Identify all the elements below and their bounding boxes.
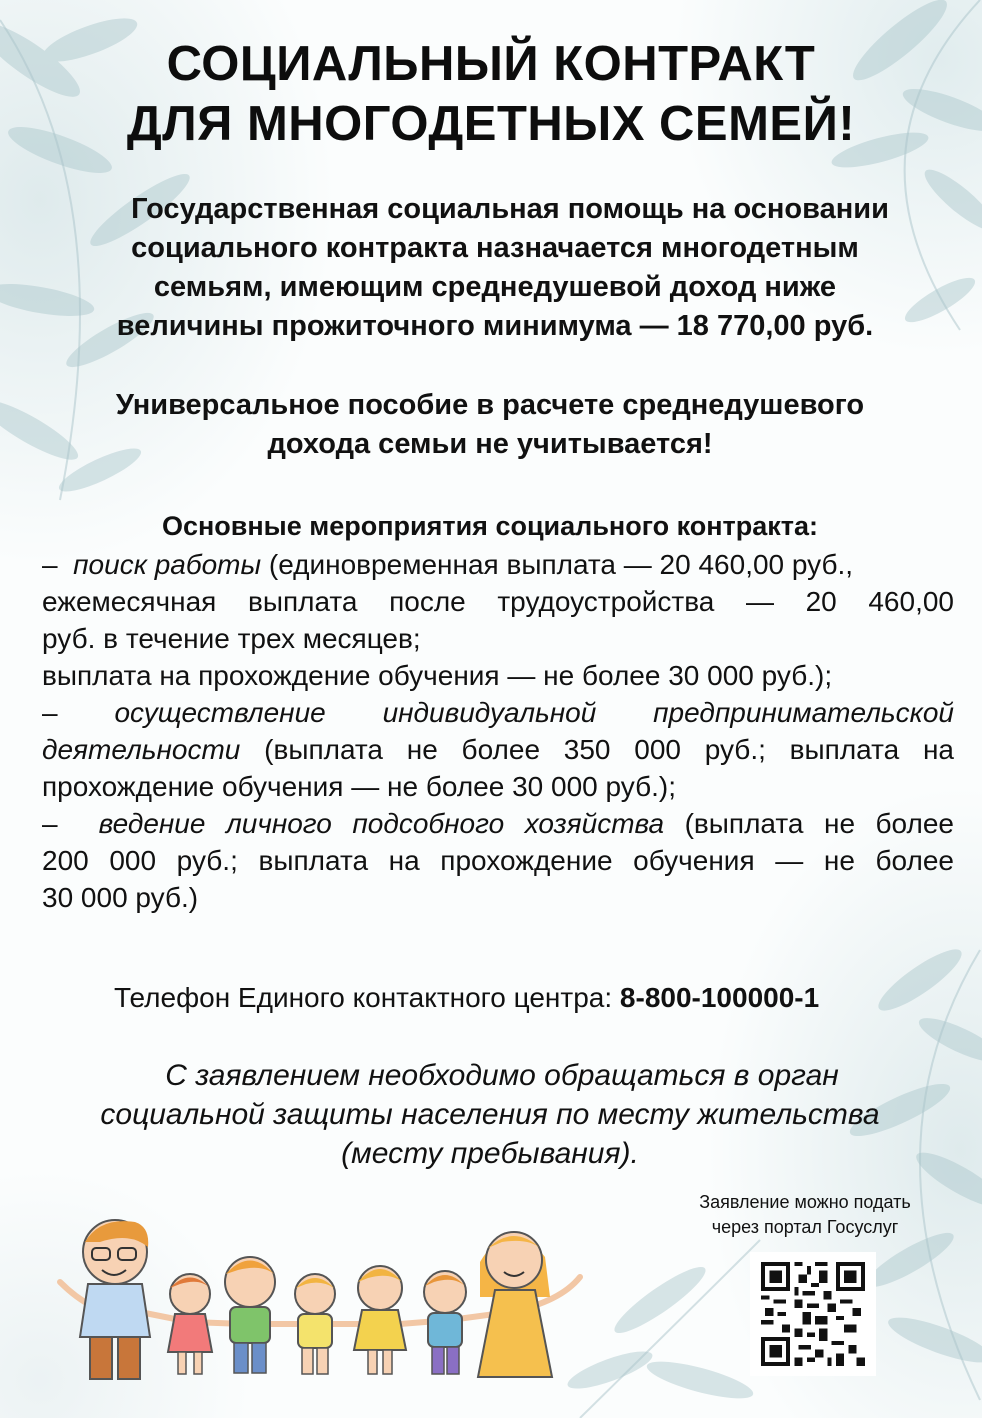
title-line-2: ДЛЯ МНОГОДЕТНЫХ СЕМЕЙ! <box>126 97 856 151</box>
measure-farming-name: ведение личного подсобного хозяйства <box>98 808 665 839</box>
measures-heading: Основные мероприятия социального контракта: <box>161 511 819 541</box>
child-figure-5 <box>424 1271 466 1374</box>
measure-business-name-1: осуществление индивидуальной предпринимательской <box>114 697 954 728</box>
intro-line-3: семьям, имеющим среднедушевой доход ниже <box>153 271 837 303</box>
measure-job-search-line-4: выплата на прохождение обучения — не более 30 000 руб.); <box>42 660 833 691</box>
list-dash: – <box>42 808 58 839</box>
measure-job-search-line-3: руб. в течение трех месяцев; <box>42 623 421 654</box>
intro-line-2: социального контракта назначается многодетным <box>131 232 859 264</box>
measure-business-line-3: прохождение обучения — не более 30 000 руб.); <box>42 771 676 802</box>
intro-paragraph <box>60 190 930 346</box>
measure-job-search-text-1: (единовременная выплата — 20 460,00 руб., <box>268 549 854 580</box>
apply-line-3: (месту пребывания). <box>341 1137 639 1170</box>
measure-farming-line-1 <box>42 805 954 842</box>
measure-farming-line-2: 200 000 руб.; выплата на прохождение обучения — не более <box>42 845 954 876</box>
measure-business-line-1 <box>42 694 954 731</box>
contact-label: Телефон Единого контактного центра: <box>114 982 613 1013</box>
intro-line-1: Государственная социальная помощь на основании <box>131 193 889 225</box>
measure-business-text-2: (выплата не более 350 000 руб.; выплата на <box>264 734 954 765</box>
child-figure-2 <box>225 1257 275 1373</box>
list-dash: – <box>42 549 58 580</box>
measure-business-line-2 <box>42 731 954 768</box>
gosuslugi-line-2: через портал Госуслуг <box>711 1217 899 1237</box>
qr-code-icon <box>760 1262 866 1366</box>
measure-job-search-line-1 <box>42 546 954 583</box>
measure-business-name-2: деятельности <box>42 734 241 765</box>
contact-phone: 8-800-100000-1 <box>619 982 820 1013</box>
universal-line-2: дохода семьи не учитывается! <box>267 428 713 460</box>
list-dash: – <box>42 697 58 728</box>
qr-code[interactable] <box>750 1252 876 1376</box>
measure-job-search-name: поиск работы <box>73 549 262 580</box>
family-illustration <box>40 1212 600 1382</box>
gosuslugi-line-1: Заявление можно подать <box>699 1192 911 1212</box>
child-figure-4 <box>354 1266 406 1374</box>
measure-farming-text-1: (выплата не более <box>684 808 954 839</box>
apply-line-1: С заявлением необходимо обращаться в орган <box>165 1059 839 1092</box>
measures-list <box>42 546 954 916</box>
universal-line-1: Универсальное пособие в расчете среднедушевого <box>115 389 865 421</box>
contact-center <box>114 978 819 1018</box>
apply-line-2: социальной защиты населения по месту жительства <box>100 1098 880 1131</box>
measure-farming-line-3: 30 000 руб.) <box>42 882 199 913</box>
measure-job-search-line-2: ежемесячная выплата после трудоустройства — 20 460,00 <box>42 586 954 617</box>
application-note <box>40 1056 940 1173</box>
gosuslugi-note <box>660 1190 950 1240</box>
father-figure <box>80 1220 150 1379</box>
universal-benefit-note <box>40 386 940 464</box>
child-figure-3 <box>295 1274 335 1374</box>
child-figure-1 <box>168 1274 212 1374</box>
title-line-1: СОЦИАЛЬНЫЙ КОНТРАКТ <box>166 37 816 91</box>
intro-line-4: величины прожиточного минимума — 18 770,00 руб. <box>116 310 874 342</box>
page-title <box>0 34 982 154</box>
